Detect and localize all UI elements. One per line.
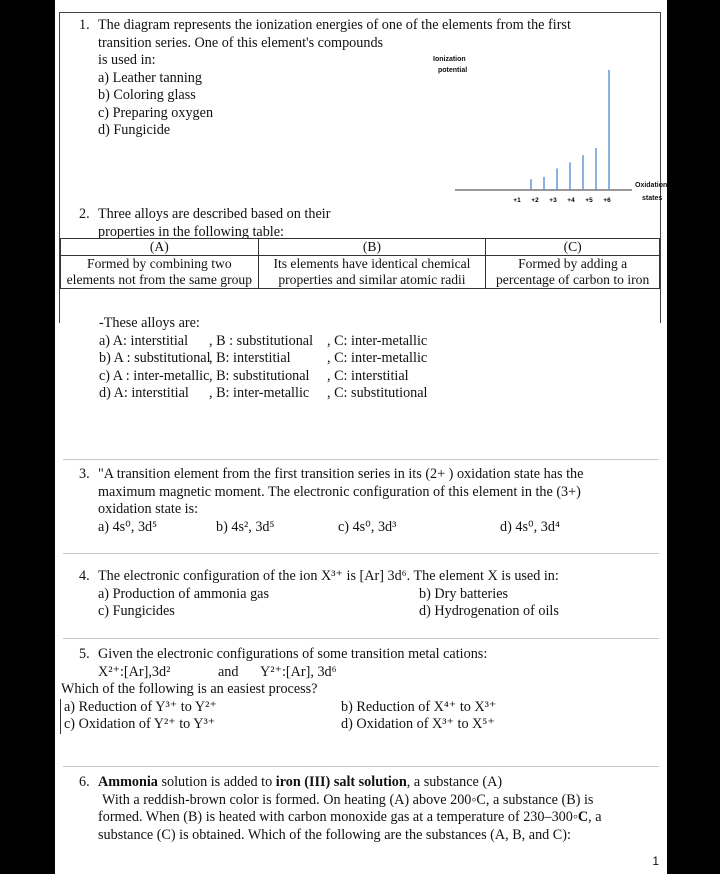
separator-1 bbox=[63, 459, 659, 460]
worksheet-page bbox=[55, 0, 667, 874]
q4-option-b[interactable]: b) Dry batteries bbox=[419, 585, 509, 602]
q5-option-c[interactable]: c) Oxidation of Y²⁺ to Y³⁺ bbox=[64, 716, 216, 732]
q3-number: 3. bbox=[79, 466, 90, 482]
question-3 bbox=[79, 466, 659, 536]
q5-option-b[interactable]: b) Reduction of X⁴⁺ to X³⁺ bbox=[341, 698, 497, 715]
q5-config-x: X²⁺:[Ar],3d² bbox=[98, 663, 171, 680]
q6-number: 6. bbox=[79, 774, 90, 790]
q2-option-c[interactable]: c) A : inter-metallic, B: substitutional , C: interstitial bbox=[99, 367, 409, 384]
chart-ylabel-line2: potential bbox=[438, 67, 468, 74]
separator-4 bbox=[63, 766, 659, 767]
chart-tick-label-5: +5 bbox=[585, 197, 593, 204]
q5-number: 5. bbox=[79, 646, 90, 662]
question-5 bbox=[79, 646, 659, 681]
q3-options-row bbox=[98, 519, 659, 537]
ionization-chart bbox=[420, 50, 668, 210]
q2-options bbox=[99, 315, 499, 403]
chart-tick-label-6: +6 bbox=[603, 197, 611, 204]
chart-ylabel-line1: Ionization bbox=[433, 56, 466, 63]
table-cell-b: Its elements have identical chemical properties and similar atomic radii bbox=[258, 256, 486, 289]
q1-option-b[interactable]: b) Coloring glass bbox=[98, 87, 196, 103]
q3-stem-line2: maximum magnetic moment. The electronic configuration of this element in the (3+) bbox=[98, 483, 581, 500]
q4-option-a[interactable]: a) Production of ammonia gas bbox=[98, 585, 269, 602]
table-cell-c: Formed by adding a percentage of carbon to iron bbox=[486, 256, 660, 289]
q5-config-y: Y²⁺:[Ar], 3d⁶ bbox=[260, 663, 337, 680]
chart-xlabel-line1: Oxidation bbox=[635, 182, 668, 189]
q3-option-d[interactable]: d) 4s⁰, 3d⁴ bbox=[500, 518, 560, 535]
table-header-b: (B) bbox=[258, 239, 486, 256]
chart-tick-label-2: +2 bbox=[531, 197, 539, 204]
chart-tick-label-4: +4 bbox=[567, 197, 575, 204]
q2-option-b[interactable]: b) A : substitutional, B: interstitial , C: inter-metallic bbox=[99, 350, 428, 366]
q5-option-d[interactable]: d) Oxidation of X³⁺ to X⁵⁺ bbox=[341, 716, 495, 732]
q4-number: 4. bbox=[79, 568, 90, 584]
q5-stem: Given the electronic configurations of some transition metal cations: bbox=[98, 646, 488, 662]
q5-configs bbox=[98, 664, 659, 682]
page-number: 1 bbox=[652, 854, 659, 868]
q6-line2: With a reddish-brown color is formed. On heating (A) above 200◦C, a substance (B) is bbox=[102, 791, 594, 808]
q5-option-a[interactable]: a) Reduction of Y³⁺ to Y²⁺ bbox=[64, 698, 217, 715]
q2-option-a[interactable]: a) A: interstitial , B : substitutional , C: inter-metallic bbox=[99, 332, 428, 349]
question-4 bbox=[79, 568, 659, 621]
q2-stem-line2: properties in the following table: bbox=[98, 223, 284, 240]
q5-ask: Which of the following is an easiest process? bbox=[61, 681, 318, 697]
alloys-table bbox=[60, 238, 660, 289]
q2-option-d[interactable]: d) A: interstitial , B: inter-metallic , C: substitutional bbox=[99, 385, 428, 401]
q2-stem-line1: Three alloys are described based on their bbox=[98, 206, 331, 222]
q5-question-options bbox=[60, 681, 660, 734]
table-header-c: (C) bbox=[486, 239, 660, 256]
q2-lead: -These alloys are: bbox=[99, 315, 200, 331]
q6-line3: formed. When (B) is heated with carbon monoxide gas at a temperature of 230–300◦C, a bbox=[98, 809, 602, 825]
q6-line1: Ammonia solution is added to iron (III) salt solution, a substance (A) bbox=[98, 774, 503, 790]
q1-option-c[interactable]: c) Preparing oxygen bbox=[98, 104, 214, 121]
q3-option-c[interactable]: c) 4s⁰, 3d³ bbox=[338, 518, 397, 535]
q1-stem-line2: transition series. One of this element's compounds bbox=[98, 34, 384, 51]
q6-line4: substance (C) is obtained. Which of the following are the substances (A, B, and C): bbox=[98, 826, 571, 843]
q1-number: 1. bbox=[79, 17, 90, 33]
q3-option-b[interactable]: b) 4s², 3d⁵ bbox=[216, 518, 275, 535]
q1-stem-line3: is used in: bbox=[98, 52, 156, 68]
table-cell-a: Formed by combining two elements not from the same group bbox=[61, 256, 259, 289]
question-2 bbox=[79, 206, 409, 241]
q2-number: 2. bbox=[79, 206, 90, 222]
separator-3 bbox=[63, 638, 659, 639]
q4-option-d[interactable]: d) Hydrogenation of oils bbox=[419, 603, 559, 619]
question-6 bbox=[79, 774, 659, 844]
chart-xlabel-line2: states bbox=[642, 195, 663, 202]
chart-plot bbox=[420, 50, 663, 210]
q1-stem-line1: The diagram represents the ionization energies of one of the elements from the first bbox=[98, 17, 571, 33]
q1-option-d[interactable]: d) Fungicide bbox=[98, 122, 171, 138]
q5-config-and: and bbox=[218, 663, 239, 680]
chart-tick-label-3: +3 bbox=[549, 197, 557, 204]
separator-2 bbox=[63, 553, 659, 554]
q4-option-c[interactable]: c) Fungicides bbox=[98, 603, 175, 619]
chart-tick-label-1: +1 bbox=[513, 197, 521, 204]
table-header-a: (A) bbox=[61, 239, 259, 256]
q3-option-a[interactable]: a) 4s⁰, 3d⁵ bbox=[98, 518, 158, 535]
q4-stem: The electronic configuration of the ion X³⁺ is [Ar] 3d⁶. The element X is used in: bbox=[98, 568, 559, 584]
q3-stem-line1: "A transition element from the first transition series in its (2+ ) oxidation state has the bbox=[98, 466, 584, 482]
q1-option-a[interactable]: a) Leather tanning bbox=[98, 69, 202, 86]
q3-stem-line3: oxidation state is: bbox=[98, 501, 199, 517]
